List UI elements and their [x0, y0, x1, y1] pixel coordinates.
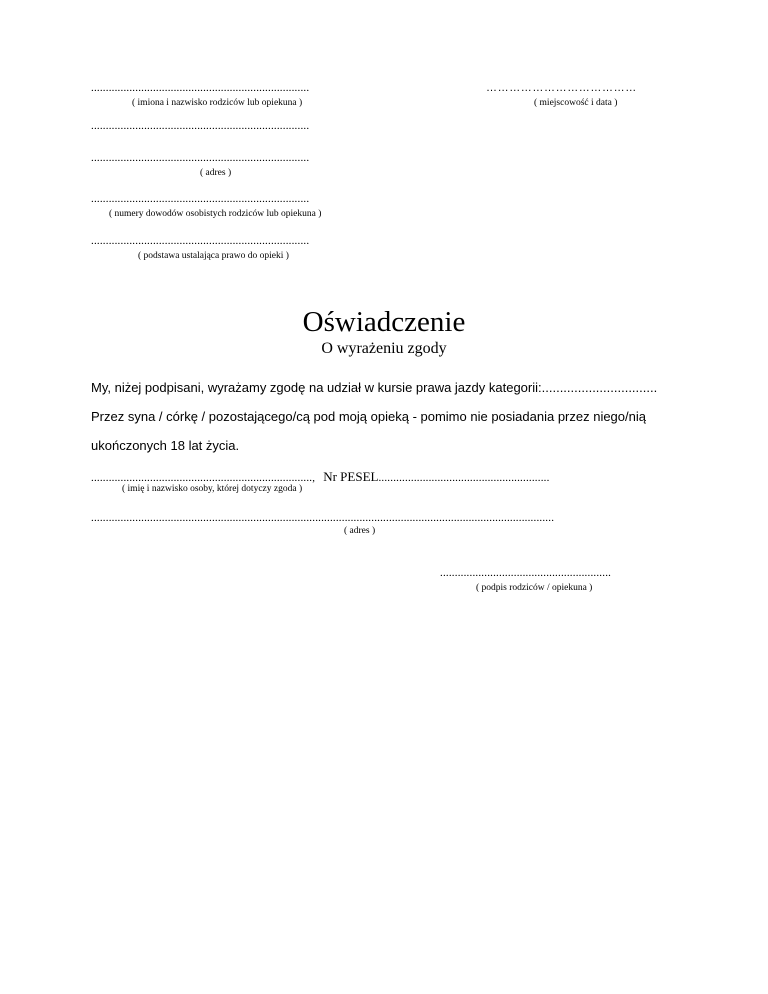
place-date-line: ………………………………… — [486, 82, 637, 94]
custody-basis-caption: ( podstawa ustalająca prawo do opieki ) — [138, 251, 289, 261]
pesel-line: .......................................................... — [378, 472, 550, 484]
person-name-line: ..........................................................................., — [91, 472, 316, 484]
parents-names-line-2: .......................................................................... — [91, 120, 310, 132]
consent-statement-line-1: My, niżej podpisani, wyrażamy zgodę na udział w kursie prawa jazdy kategorii:................................ — [91, 380, 658, 395]
document-title: Oświadczenie — [302, 306, 466, 338]
id-numbers-line: .......................................................................... — [91, 193, 310, 205]
place-date-caption: ( miejscowość i data ) — [534, 98, 618, 108]
custody-basis-line: .......................................................................... — [91, 235, 310, 247]
address-line: .......................................................................... — [91, 152, 310, 164]
signature-line: .......................................................... — [440, 567, 612, 579]
pesel-label: Nr PESEL — [323, 469, 379, 484]
person-address-line: ............................................................................................................................................................. — [91, 512, 555, 524]
parents-names-line: .......................................................................... — [91, 82, 310, 94]
parents-names-caption: ( imiona i nazwisko rodziców lub opiekuna ) — [132, 98, 303, 108]
signature-caption: ( podpis rodziców / opiekuna ) — [476, 583, 593, 593]
person-address-caption: ( adres ) — [344, 526, 376, 536]
address-caption: ( adres ) — [200, 168, 232, 178]
person-name-caption: ( imię i nazwisko osoby, której dotyczy zgoda ) — [122, 484, 303, 494]
document-subtitle: O wyrażeniu zgody — [321, 340, 447, 357]
consent-statement-line-2: Przez syna / córkę / pozostającego/cą pod moją opieką - pomimo nie posiadania przez niego/nią — [91, 409, 646, 424]
consent-statement-line-3: ukończonych 18 lat życia. — [91, 438, 240, 453]
id-numbers-caption: ( numery dowodów osobistych rodziców lub opiekuna ) — [109, 209, 322, 219]
